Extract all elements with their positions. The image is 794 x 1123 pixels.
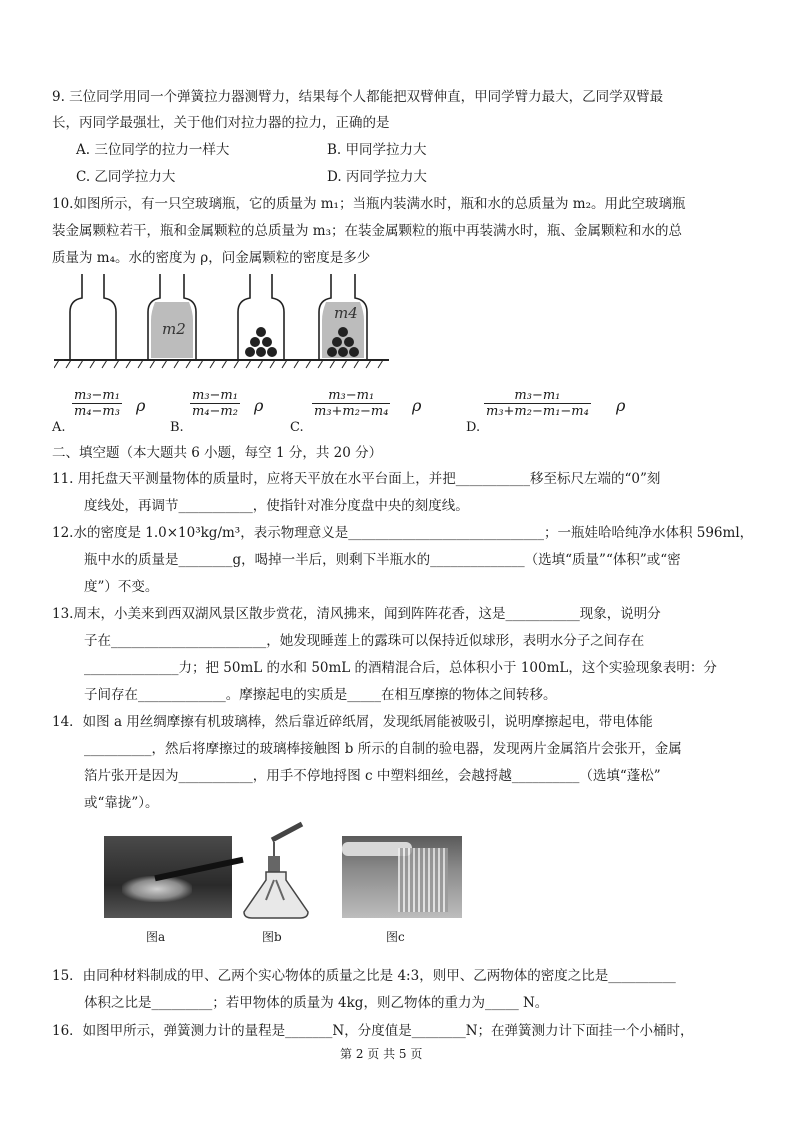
bottles-figure [54,272,394,372]
q10-a-denominator: m₄−m₃ [74,404,120,419]
q10-line-3: 质量为 m₄。水的密度为 ρ，问金属颗粒的密度是多少 [52,250,371,266]
q13-line-3: ______________力；把 50mL 的水和 50mL 的酒精混合后，总体积小于 100mL，这个实验现象表明：分 [84,660,717,676]
q13-line-2: 子在_______________________，她发现睡莲上的露珠可以保持近似球形，表明水分子之间存在 [84,633,645,649]
q10-a-numerator: m₃−m₁ [74,388,120,403]
photo-b-electroscope [236,820,316,920]
q13-line-4: 子间存在_____________。摩擦起电的实质是_____在相互摩擦的物体之间转移。 [84,687,557,703]
q10-c-numerator: m₃−m₁ [312,388,390,404]
page-footer: 第 2 页 共 5 页 [340,1047,423,1061]
q13-line-1: 13.周末，小美来到西双湖风景区散步赏花，清风拂来，闻到阵阵花香，这是___________现象，说明分 [52,606,661,622]
bottle-label-m4: m4 [334,304,358,322]
q12-line-3: 度”）不变。 [84,579,159,595]
q9-option-b: B. 甲同学拉力大 [327,142,427,158]
caption-fig-a: 图a [146,930,166,944]
q11-line-1: 11. 用托盘天平测量物体的质量时，应将天平放在水平台面上，并把___________移至标尺左端的“0”刻 [52,471,661,487]
photo-a-glass-rod-paper [104,836,232,918]
q11-line-2: 度线处，再调节___________，使指针对准分度盘中央的刻度线。 [84,498,469,514]
caption-fig-c: 图c [386,930,405,944]
q10-b-numerator: m₃−m₁ [192,388,238,403]
q14-line-1: 14．如图 a 用丝绸摩擦有机玻璃棒，然后靠近碎纸屑，发现纸屑能被吸引，说明摩擦起电，带电体能 [52,714,653,730]
q10-option-a-letter: A. [52,420,66,435]
q15-line-2: 体积之比是_________；若甲物体的质量为 4kg，则乙物体的重力为_____ N。 [84,995,549,1011]
q9-option-a: A. 三位同学的拉力一样大 [76,142,230,158]
q9-line-2: 长，丙同学最强壮，关于他们对拉力器的拉力，正确的是 [52,115,390,131]
q14-line-4: 或“靠拢”）。 [84,795,159,811]
q10-line-2: 装金属颗粒若干，瓶和金属颗粒的总质量为 m₃；在装金属颗粒的瓶中再装满水时，瓶、金属颗粒和水的总 [52,223,683,239]
q10-line-1: 10.如图所示，有一只空玻璃瓶，它的质量为 m₁；当瓶内装满水时，瓶和水的总质量为 m₂。用此空玻璃瓶 [52,196,686,212]
q16-line-1: 16．如图甲所示，弹簧测力计的量程是_______N，分度值是________N；在弹簧测力计下面挂一个小桶时， [52,1023,694,1039]
q10-b-rho: ρ [254,396,264,415]
q10-d-numerator: m₃−m₁ [484,388,591,404]
q14-line-3: 箔片张开是因为___________，用手不停地捋图 c 中塑料细丝，会越捋越__________（选填“蓬松” [84,768,661,784]
q10-c-rho: ρ [412,396,422,415]
q10-b-denominator: m₄−m₂ [192,404,238,419]
bottle-label-m2: m2 [162,320,186,338]
q9-option-d: D. 丙同学拉力大 [327,169,427,185]
q10-a-rho: ρ [136,396,146,415]
photo-c-plastic-strings [342,836,462,918]
q12-line-1: 12.水的密度是 1.0×10³kg/m³，表示物理意义是_____________________________；一瓶娃哈哈纯净水体积 596ml， [52,525,754,541]
q10-d-denominator: m₃+m₂−m₁−m₄ [486,404,589,419]
q14-line-2: __________，然后将摩擦过的玻璃棒接触图 b 所示的自制的验电器，发现两片金属箔片会张开，金属 [84,741,682,757]
q10-option-d-letter: D. [466,420,481,435]
q15-line-1: 15．由同种材料制成的甲、乙两个实心物体的质量之比是 4:3，则甲、乙两物体的密度之比是__________ [52,968,676,984]
q9-option-c: C. 乙同学拉力大 [76,169,176,185]
caption-fig-b: 图b [262,930,282,944]
q12-line-2: 瓶中水的质量是________g，喝掉一半后，则剩下半瓶水的______________（选填“质量”“体积”或“密 [84,552,681,568]
q10-d-rho: ρ [616,396,626,415]
q10-option-c-letter: C. [290,420,304,435]
section-2-heading: 二、填空题（本大题共 6 小题，每空 1 分，共 20 分） [52,445,383,461]
q9-line-1: 9. 三位同学用同一个弹簧拉力器测臂力，结果每个人都能把双臂伸直，甲同学臂力最大，乙同学双臂最 [52,89,664,105]
q10-option-b-letter: B. [170,420,184,435]
q10-c-denominator: m₃+m₂−m₄ [314,404,389,419]
